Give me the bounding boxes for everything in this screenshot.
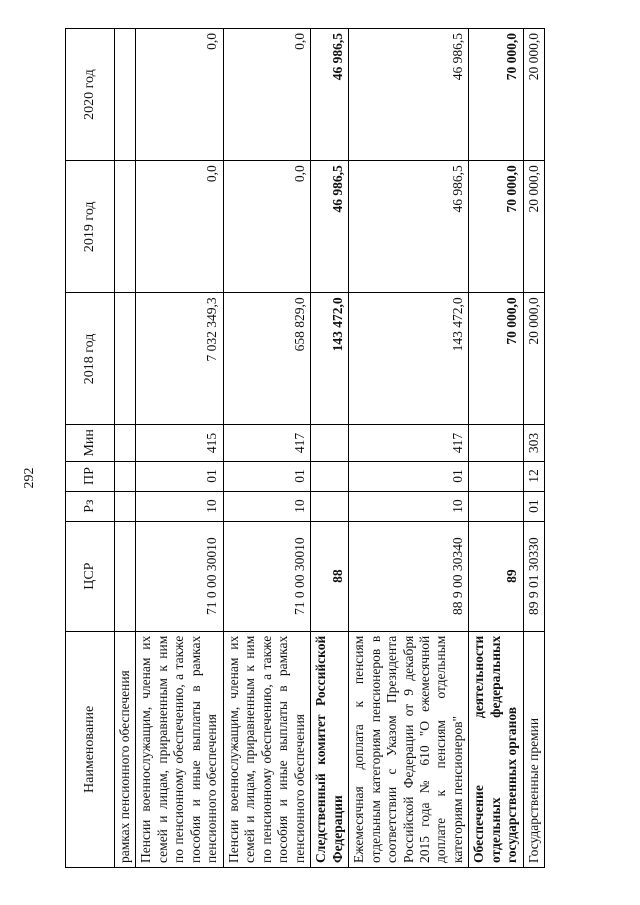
cell-name: Пенсии военнослужащим, членам их семей и лицам, приравненным к ним по пенсионному обеспечению, а также пособия и иные выплаты в рамках пенсионного обеспечения [136,631,223,867]
cell-min [469,425,523,461]
cell-pr [115,461,136,491]
cell-2018: 20 000,0 [523,293,544,425]
cell-name: Ежемесячная доплата к пенсиям отдельным категориям пенсионеров в соответствии с Указом Президента Российской Федерации от 9 декабря 2015 года № 610 "О ежемесячной доплате к пенсиям отдельным категориям пенсионеров" [349,631,469,867]
header-2020: 2020 год [66,29,115,161]
cell-min: 303 [523,425,544,461]
header-rz: Рз [66,491,115,521]
table-row [469,29,523,868]
cell-rz [115,491,136,521]
cell-name: Обеспечение деятельности отдельных федеральных государственных органов [469,631,523,867]
cell-csr: 88 9 00 30340 [349,521,469,631]
table-row [349,29,469,868]
header-name: Наименование [66,631,115,867]
cell-2020: 0,0 [223,29,310,161]
cell-min [115,425,136,461]
cell-rz [469,491,523,521]
cell-pr: 12 [523,461,544,491]
cell-2019: 70 000,0 [469,161,523,293]
table-row [223,29,310,868]
cell-2018: 658 829,0 [223,293,310,425]
cell-pr: 01 [349,461,469,491]
cell-min: 415 [136,425,223,461]
cell-name: Государственные премии [523,631,544,867]
cell-2020: 46 986,5 [349,29,469,161]
page-number: 292 [22,467,37,489]
header-2019: 2019 год [66,161,115,293]
cell-rz: 10 [223,491,310,521]
cell-2018: 7 032 349,3 [136,293,223,425]
header-csr: ЦСР [66,521,115,631]
cell-rz: 10 [349,491,469,521]
cell-2020: 70 000,0 [469,29,523,161]
cell-2018 [115,293,136,425]
cell-2019: 20 000,0 [523,161,544,293]
cell-csr: 88 [311,521,349,631]
cell-pr: 01 [223,461,310,491]
cell-csr: 89 9 01 30330 [523,521,544,631]
cell-rz: 01 [523,491,544,521]
cell-2019: 46 986,5 [349,161,469,293]
cell-2019: 0,0 [136,161,223,293]
table-row [115,29,136,868]
cell-pr [311,461,349,491]
cell-name: Пенсии военнослужащим, членам их семей и лицам, приравненным к ним по пенсионному обеспечению, а также пособия и иные выплаты в рамках пенсионного обеспечения [223,631,310,867]
cell-2019: 46 986,5 [311,161,349,293]
table-header-row [66,29,115,868]
cell-2020 [115,29,136,161]
cell-2020: 46 986,5 [311,29,349,161]
cell-2018: 143 472,0 [349,293,469,425]
header-2018: 2018 год [66,293,115,425]
cell-2019: 0,0 [223,161,310,293]
cell-csr: 71 0 00 30010 [136,521,223,631]
header-pr: ПР [66,461,115,491]
cell-name: рамках пенсионного обеспечения [115,631,136,867]
table-row [311,29,349,868]
budget-table [65,28,545,868]
cell-2020: 0,0 [136,29,223,161]
rotated-page [65,28,585,868]
cell-2018: 70 000,0 [469,293,523,425]
cell-min [311,425,349,461]
cell-2018: 143 472,0 [311,293,349,425]
cell-pr: 01 [136,461,223,491]
cell-rz: 10 [136,491,223,521]
cell-2020: 20 000,0 [523,29,544,161]
cell-2019 [115,161,136,293]
cell-csr [115,521,136,631]
cell-csr: 89 [469,521,523,631]
cell-csr: 71 0 00 30010 [223,521,310,631]
table-row [523,29,544,868]
cell-min: 417 [223,425,310,461]
cell-name: Следственный комитет Российской Федерации [311,631,349,867]
cell-rz [311,491,349,521]
header-min: Мин [66,425,115,461]
cell-min: 417 [349,425,469,461]
table-row [136,29,223,868]
cell-pr [469,461,523,491]
